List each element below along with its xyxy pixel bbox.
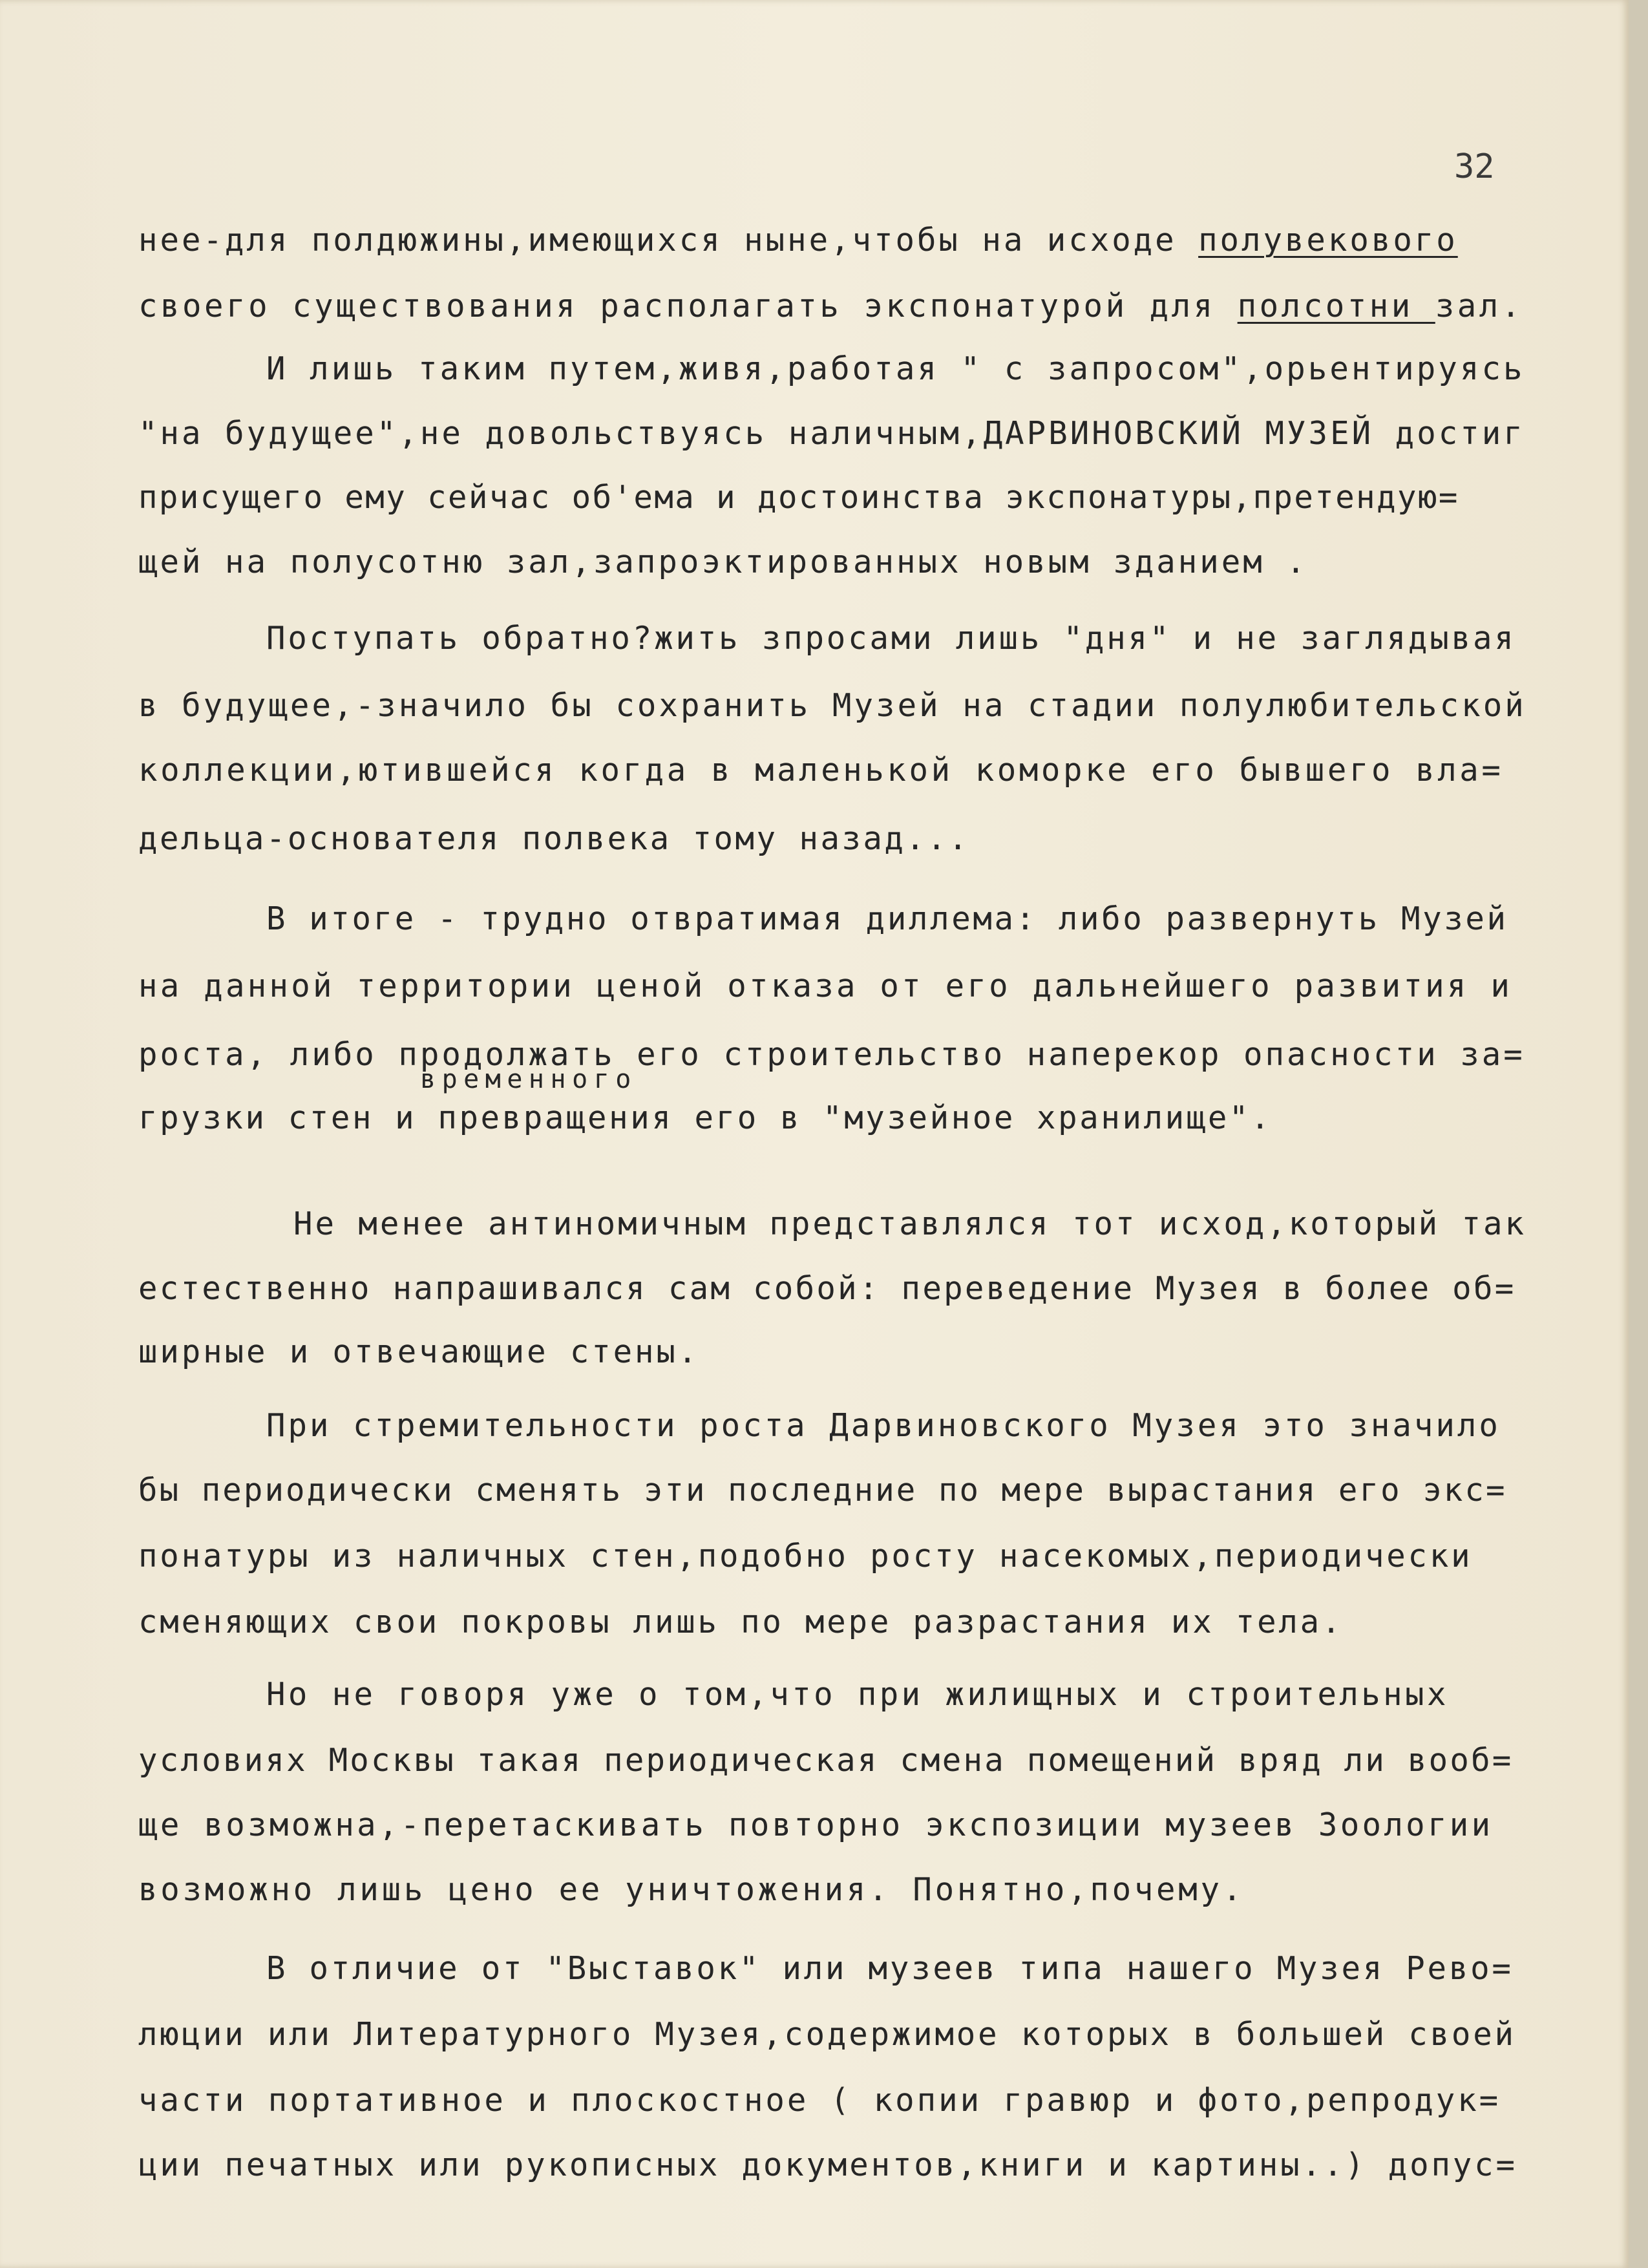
text-segment: в будущее,-значило бы сохранить Музей на стадии полулюбительской (138, 687, 1527, 724)
text-line (138, 967, 1512, 1006)
text-segment: Но не говоря уже о том,что при жилищных и строительных (266, 1676, 1449, 1713)
text-line (138, 1741, 1514, 1780)
text-segment: дельца-основателя полвека тому назад... (138, 820, 970, 857)
text-line (138, 221, 1458, 260)
text-line (266, 350, 1525, 388)
text-segment: При стремительности роста Дарвиновского Музея это значило (266, 1407, 1501, 1444)
text-segment: понатуры из наличных стен,подобно росту насекомых,периодически (138, 1538, 1473, 1574)
text-segment: люции или Литературного Музея,содержимое которых в большей своей (138, 2016, 1516, 2053)
text-line (266, 900, 1508, 938)
text-segment: ширные и отвечающие стены. (138, 1333, 700, 1370)
text-line (138, 1603, 1343, 1642)
text-segment: И лишь таким путем,живя,работая " с запросом",орьентируясь (266, 350, 1525, 387)
text-line (266, 1406, 1501, 1445)
page-number: 32 (1454, 147, 1495, 186)
text-line (138, 686, 1527, 725)
text-segment: временного (420, 1065, 637, 1094)
text-line (138, 1099, 1272, 1138)
text-segment: Поступать обратно?жить зпросами лишь "дня" и не заглядывая (266, 620, 1516, 657)
underlined-word: полувекового (1198, 222, 1458, 259)
text-segment: своего существования располагать экспонатурой для (138, 288, 1238, 324)
text-line (138, 2146, 1517, 2185)
text-line (266, 1949, 1514, 1988)
text-segment: Не менее антиномичным представлялся тот исход,который так (293, 1205, 1527, 1242)
text-segment: присущего ему сейчас об'ема и достоинства экспонатуры,претендую= (138, 479, 1459, 516)
text-insertion (420, 1060, 637, 1099)
text-segment: возможно лишь цено ее уничтожения. Понятно,почему. (138, 1871, 1245, 1908)
text-line (138, 478, 1459, 517)
text-line (138, 543, 1308, 582)
text-segment: естественно напрашивался сам собой: переведение Музея в более об= (138, 1270, 1516, 1307)
text-line (138, 751, 1503, 790)
text-segment: на данной территории ценой отказа от его дальнейшего развития и (138, 968, 1513, 1004)
text-segment: бы периодически сменять эти последние по мере вырастания его экс= (138, 1472, 1507, 1509)
text-segment: коллекции,ютившейся когда в маленькой коморке его бывшего вла= (138, 752, 1504, 789)
text-segment: ции печатных или рукописных документов,книги и картины..) допус= (138, 2146, 1517, 2183)
text-line (138, 1537, 1472, 1576)
text-segment: части портативное и плоскостное ( копии гравюр и фото,репродук= (138, 2082, 1501, 2119)
text-segment: сменяющих свои покровы лишь по мере разрастания их тела. (138, 1604, 1344, 1640)
text-line (266, 1675, 1449, 1714)
text-line (138, 1333, 699, 1372)
text-segment: щей на полусотню зал,запроэктированных новым зданием . (138, 544, 1308, 580)
text-line (138, 1871, 1245, 1909)
text-line (138, 287, 1523, 326)
text-line (138, 2081, 1501, 2120)
text-line (293, 1205, 1527, 1244)
text-segment: роста, либо продолжать его строительство наперекор опасности за= (138, 1036, 1525, 1073)
text-segment: В отличие от "Выставок" или музеев типа нашего Музея Рево= (266, 1950, 1514, 1987)
text-segment: "на будущее",не довольствуясь наличным,ДАРВИНОВСКИЙ МУЗЕЙ достиг (138, 415, 1525, 452)
text-line (138, 414, 1525, 453)
text-segment: грузки стен и превращения его в "музейное хранилище". (138, 1099, 1273, 1136)
text-segment: нее-для полдюжины,имеющихся ныне,чтобы на исходе (138, 222, 1199, 259)
text-segment: условиях Москвы такая периодическая смена помещений вряд ли вооб= (138, 1742, 1514, 1779)
text-segment: ще возможна,-перетаскивать повторно экспозиции музеев Зоологии (138, 1807, 1494, 1843)
text-segment: зал. (1435, 288, 1523, 324)
text-line (138, 1806, 1493, 1845)
text-line (266, 619, 1516, 658)
text-line (138, 1035, 1525, 1074)
text-line (138, 1471, 1507, 1510)
underlined-word: полсотни (1237, 288, 1435, 324)
text-line (138, 1269, 1516, 1308)
text-line (138, 820, 969, 858)
text-line (138, 2015, 1516, 2054)
text-segment: В итоге - трудно отвратимая диллема: либо развернуть Музей (266, 900, 1508, 937)
